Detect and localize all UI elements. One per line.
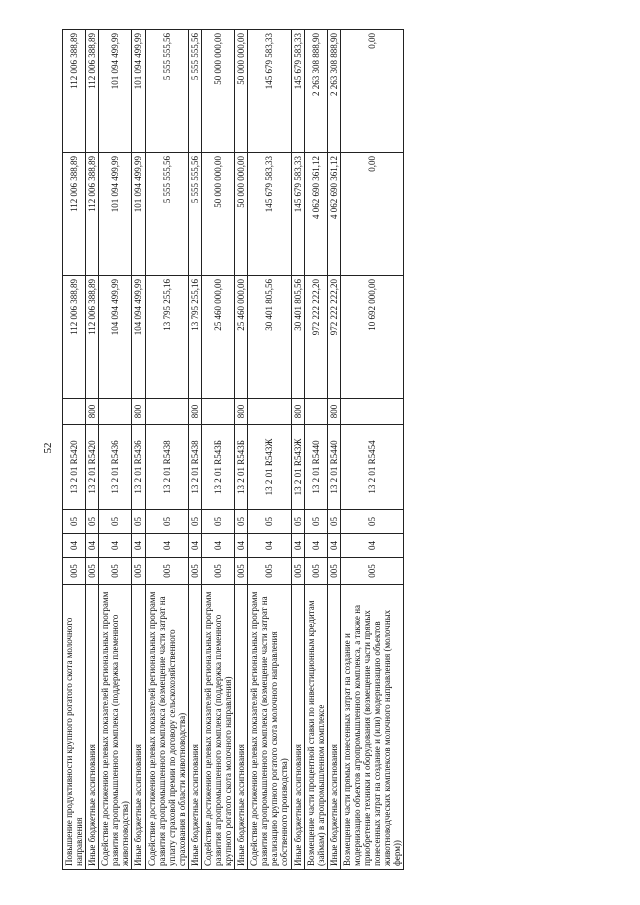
subsection-cell: 05	[86, 510, 99, 534]
ved-cell: 005	[188, 558, 201, 585]
table-row	[248, 30, 291, 870]
amount-year3-cell: 2 263 308 888,90	[304, 30, 327, 153]
row-name-cell: Содействие достижению целевых показателей региональных программ развития агропромышленного комплекса (поддержка племенного животноводства)	[99, 585, 132, 870]
target-article-cell: 13 2 01 R543Ж	[248, 425, 291, 510]
expense-type-cell	[201, 399, 234, 425]
amount-year3-cell: 145 679 583,33	[248, 30, 291, 153]
section-cell: 04	[327, 534, 340, 558]
amount-year1-cell: 13 795 255,16	[188, 276, 201, 399]
target-article-cell: 13 2 01 R5440	[304, 425, 327, 510]
ved-cell: 005	[99, 558, 132, 585]
amount-year3-cell: 0,00	[340, 30, 403, 153]
table-row	[63, 30, 86, 870]
target-article-cell: 13 2 01 R543Б	[235, 425, 248, 510]
amount-year2-cell: 5 555 555,56	[188, 153, 201, 276]
amount-year3-cell: 5 555 555,56	[145, 30, 188, 153]
budget-table	[62, 29, 404, 870]
amount-year2-cell: 112 006 388,89	[86, 153, 99, 276]
amount-year1-cell: 25 460 000,00	[235, 276, 248, 399]
amount-year2-cell: 112 006 388,89	[63, 153, 86, 276]
ved-cell: 005	[86, 558, 99, 585]
amount-year2-cell: 5 555 555,56	[145, 153, 188, 276]
target-article-cell: 13 2 01 R5436	[132, 425, 145, 510]
amount-year3-cell: 112 006 388,89	[86, 30, 99, 153]
subsection-cell: 05	[99, 510, 132, 534]
amount-year1-cell: 13 795 255,16	[145, 276, 188, 399]
amount-year3-cell: 101 094 499,99	[99, 30, 132, 153]
target-article-cell: 13 2 01 R5436	[99, 425, 132, 510]
ved-cell: 005	[235, 558, 248, 585]
expense-type-cell: 800	[132, 399, 145, 425]
section-cell: 04	[248, 534, 291, 558]
amount-year1-cell: 972 222 222,20	[304, 276, 327, 399]
ved-cell: 005	[340, 558, 403, 585]
amount-year1-cell: 104 094 499,99	[99, 276, 132, 399]
expense-type-cell	[304, 399, 327, 425]
amount-year3-cell: 101 094 499,99	[132, 30, 145, 153]
target-article-cell: 13 2 01 R543Б	[201, 425, 234, 510]
ved-cell: 005	[63, 558, 86, 585]
target-article-cell: 13 2 01 R5440	[327, 425, 340, 510]
table-row	[145, 30, 188, 870]
subsection-cell: 05	[235, 510, 248, 534]
section-cell: 04	[145, 534, 188, 558]
target-article-cell: 13 2 01 R5438	[145, 425, 188, 510]
expense-type-cell: 800	[86, 399, 99, 425]
table-row	[99, 30, 132, 870]
expense-type-cell	[340, 399, 403, 425]
table-row	[201, 30, 234, 870]
amount-year3-cell: 112 006 388,89	[63, 30, 86, 153]
section-cell: 04	[188, 534, 201, 558]
subsection-cell: 05	[327, 510, 340, 534]
amount-year1-cell: 112 006 388,89	[63, 276, 86, 399]
table-row	[340, 30, 403, 870]
amount-year2-cell: 50 000 000,00	[235, 153, 248, 276]
expense-type-cell	[248, 399, 291, 425]
section-cell: 04	[63, 534, 86, 558]
target-article-cell: 13 2 01 R543Ж	[291, 425, 304, 510]
amount-year2-cell: 4 062 690 361,12	[304, 153, 327, 276]
amount-year1-cell: 972 222 222,20	[327, 276, 340, 399]
amount-year2-cell: 4 062 690 361,12	[327, 153, 340, 276]
section-cell: 04	[291, 534, 304, 558]
subsection-cell: 05	[291, 510, 304, 534]
amount-year1-cell: 10 692 000,00	[340, 276, 403, 399]
expense-type-cell: 800	[327, 399, 340, 425]
subsection-cell: 05	[132, 510, 145, 534]
row-name-cell: Иные бюджетные ассигнования	[86, 585, 99, 870]
section-cell: 04	[235, 534, 248, 558]
row-name-cell: Возмещение части прямых понесенных затрат на создание и модернизацию объектов агропромышленного комплекса, а также на приобретение техники и оборудования (возмещение части прямых понесенных затрат на создание и (или) модернизацию объектов животноводческих комплексов молочного направления (молочных ферм))	[340, 585, 403, 870]
ved-cell: 005	[132, 558, 145, 585]
target-article-cell: 13 2 01 R5420	[63, 425, 86, 510]
expense-type-cell: 800	[188, 399, 201, 425]
subsection-cell: 05	[188, 510, 201, 534]
table-row	[291, 30, 304, 870]
row-name-cell: Иные бюджетные ассигнования	[235, 585, 248, 870]
subsection-cell: 05	[201, 510, 234, 534]
section-cell: 04	[99, 534, 132, 558]
row-name-cell: Содействие достижению целевых показателей региональных программ развития агропромышленного комплекса (поддержка племенного крупного рогатого скота молочного направления)	[201, 585, 234, 870]
row-name-cell: Возмещение части процентной ставки по инвестиционным кредитам (займам) в агропромышленном комплексе	[304, 585, 327, 870]
amount-year2-cell: 101 094 499,99	[99, 153, 132, 276]
ved-cell: 005	[201, 558, 234, 585]
amount-year1-cell: 30 401 805,56	[291, 276, 304, 399]
amount-year1-cell: 112 006 388,89	[86, 276, 99, 399]
expense-type-cell: 800	[291, 399, 304, 425]
amount-year3-cell: 145 679 583,33	[291, 30, 304, 153]
amount-year3-cell: 50 000 000,00	[235, 30, 248, 153]
amount-year2-cell: 145 679 583,33	[248, 153, 291, 276]
ved-cell: 005	[327, 558, 340, 585]
section-cell: 04	[86, 534, 99, 558]
expense-type-cell	[145, 399, 188, 425]
subsection-cell: 05	[340, 510, 403, 534]
table-row	[188, 30, 201, 870]
amount-year3-cell: 50 000 000,00	[201, 30, 234, 153]
row-name-cell: Иные бюджетные ассигнования	[327, 585, 340, 870]
ved-cell: 005	[248, 558, 291, 585]
expense-type-cell	[63, 399, 86, 425]
subsection-cell: 05	[63, 510, 86, 534]
subsection-cell: 05	[304, 510, 327, 534]
expense-type-cell	[99, 399, 132, 425]
amount-year2-cell: 145 679 583,33	[291, 153, 304, 276]
row-name-cell: Повышение продуктивности крупного рогатого скота молочного направления	[63, 585, 86, 870]
row-name-cell: Содействие достижению целевых показателей региональных программ развития агропромышленного комплекса (возмещение части затрат на уплату страховой премии по договору сельскохозяйственного страхования в области животноводства)	[145, 585, 188, 870]
amount-year3-cell: 2 263 308 888,90	[327, 30, 340, 153]
expense-type-cell: 800	[235, 399, 248, 425]
target-article-cell: 13 2 01 R5454	[340, 425, 403, 510]
rotated-table-container	[62, 30, 598, 870]
amount-year3-cell: 5 555 555,56	[188, 30, 201, 153]
subsection-cell: 05	[145, 510, 188, 534]
row-name-cell: Иные бюджетные ассигнования	[132, 585, 145, 870]
table-row	[235, 30, 248, 870]
section-cell: 04	[340, 534, 403, 558]
ved-cell: 005	[291, 558, 304, 585]
row-name-cell: Содействие достижению целевых показателей региональных программ развития агропромышленного комплекса (возмещение части затрат на реализацию крупного рогатого скота молочного направления собственного производства)	[248, 585, 291, 870]
table-row	[304, 30, 327, 870]
amount-year1-cell: 25 460 000,00	[201, 276, 234, 399]
row-name-cell: Иные бюджетные ассигнования	[291, 585, 304, 870]
page-number: 52	[42, 442, 54, 454]
target-article-cell: 13 2 01 R5438	[188, 425, 201, 510]
amount-year1-cell: 104 094 499,99	[132, 276, 145, 399]
section-cell: 04	[304, 534, 327, 558]
amount-year2-cell: 101 094 499,99	[132, 153, 145, 276]
table-row	[132, 30, 145, 870]
section-cell: 04	[201, 534, 234, 558]
amount-year1-cell: 30 401 805,56	[248, 276, 291, 399]
row-name-cell: Иные бюджетные ассигнования	[188, 585, 201, 870]
section-cell: 04	[132, 534, 145, 558]
ved-cell: 005	[304, 558, 327, 585]
table-row	[86, 30, 99, 870]
target-article-cell: 13 2 01 R5420	[86, 425, 99, 510]
subsection-cell: 05	[248, 510, 291, 534]
amount-year2-cell: 0,00	[340, 153, 403, 276]
table-row	[327, 30, 340, 870]
ved-cell: 005	[145, 558, 188, 585]
amount-year2-cell: 50 000 000,00	[201, 153, 234, 276]
